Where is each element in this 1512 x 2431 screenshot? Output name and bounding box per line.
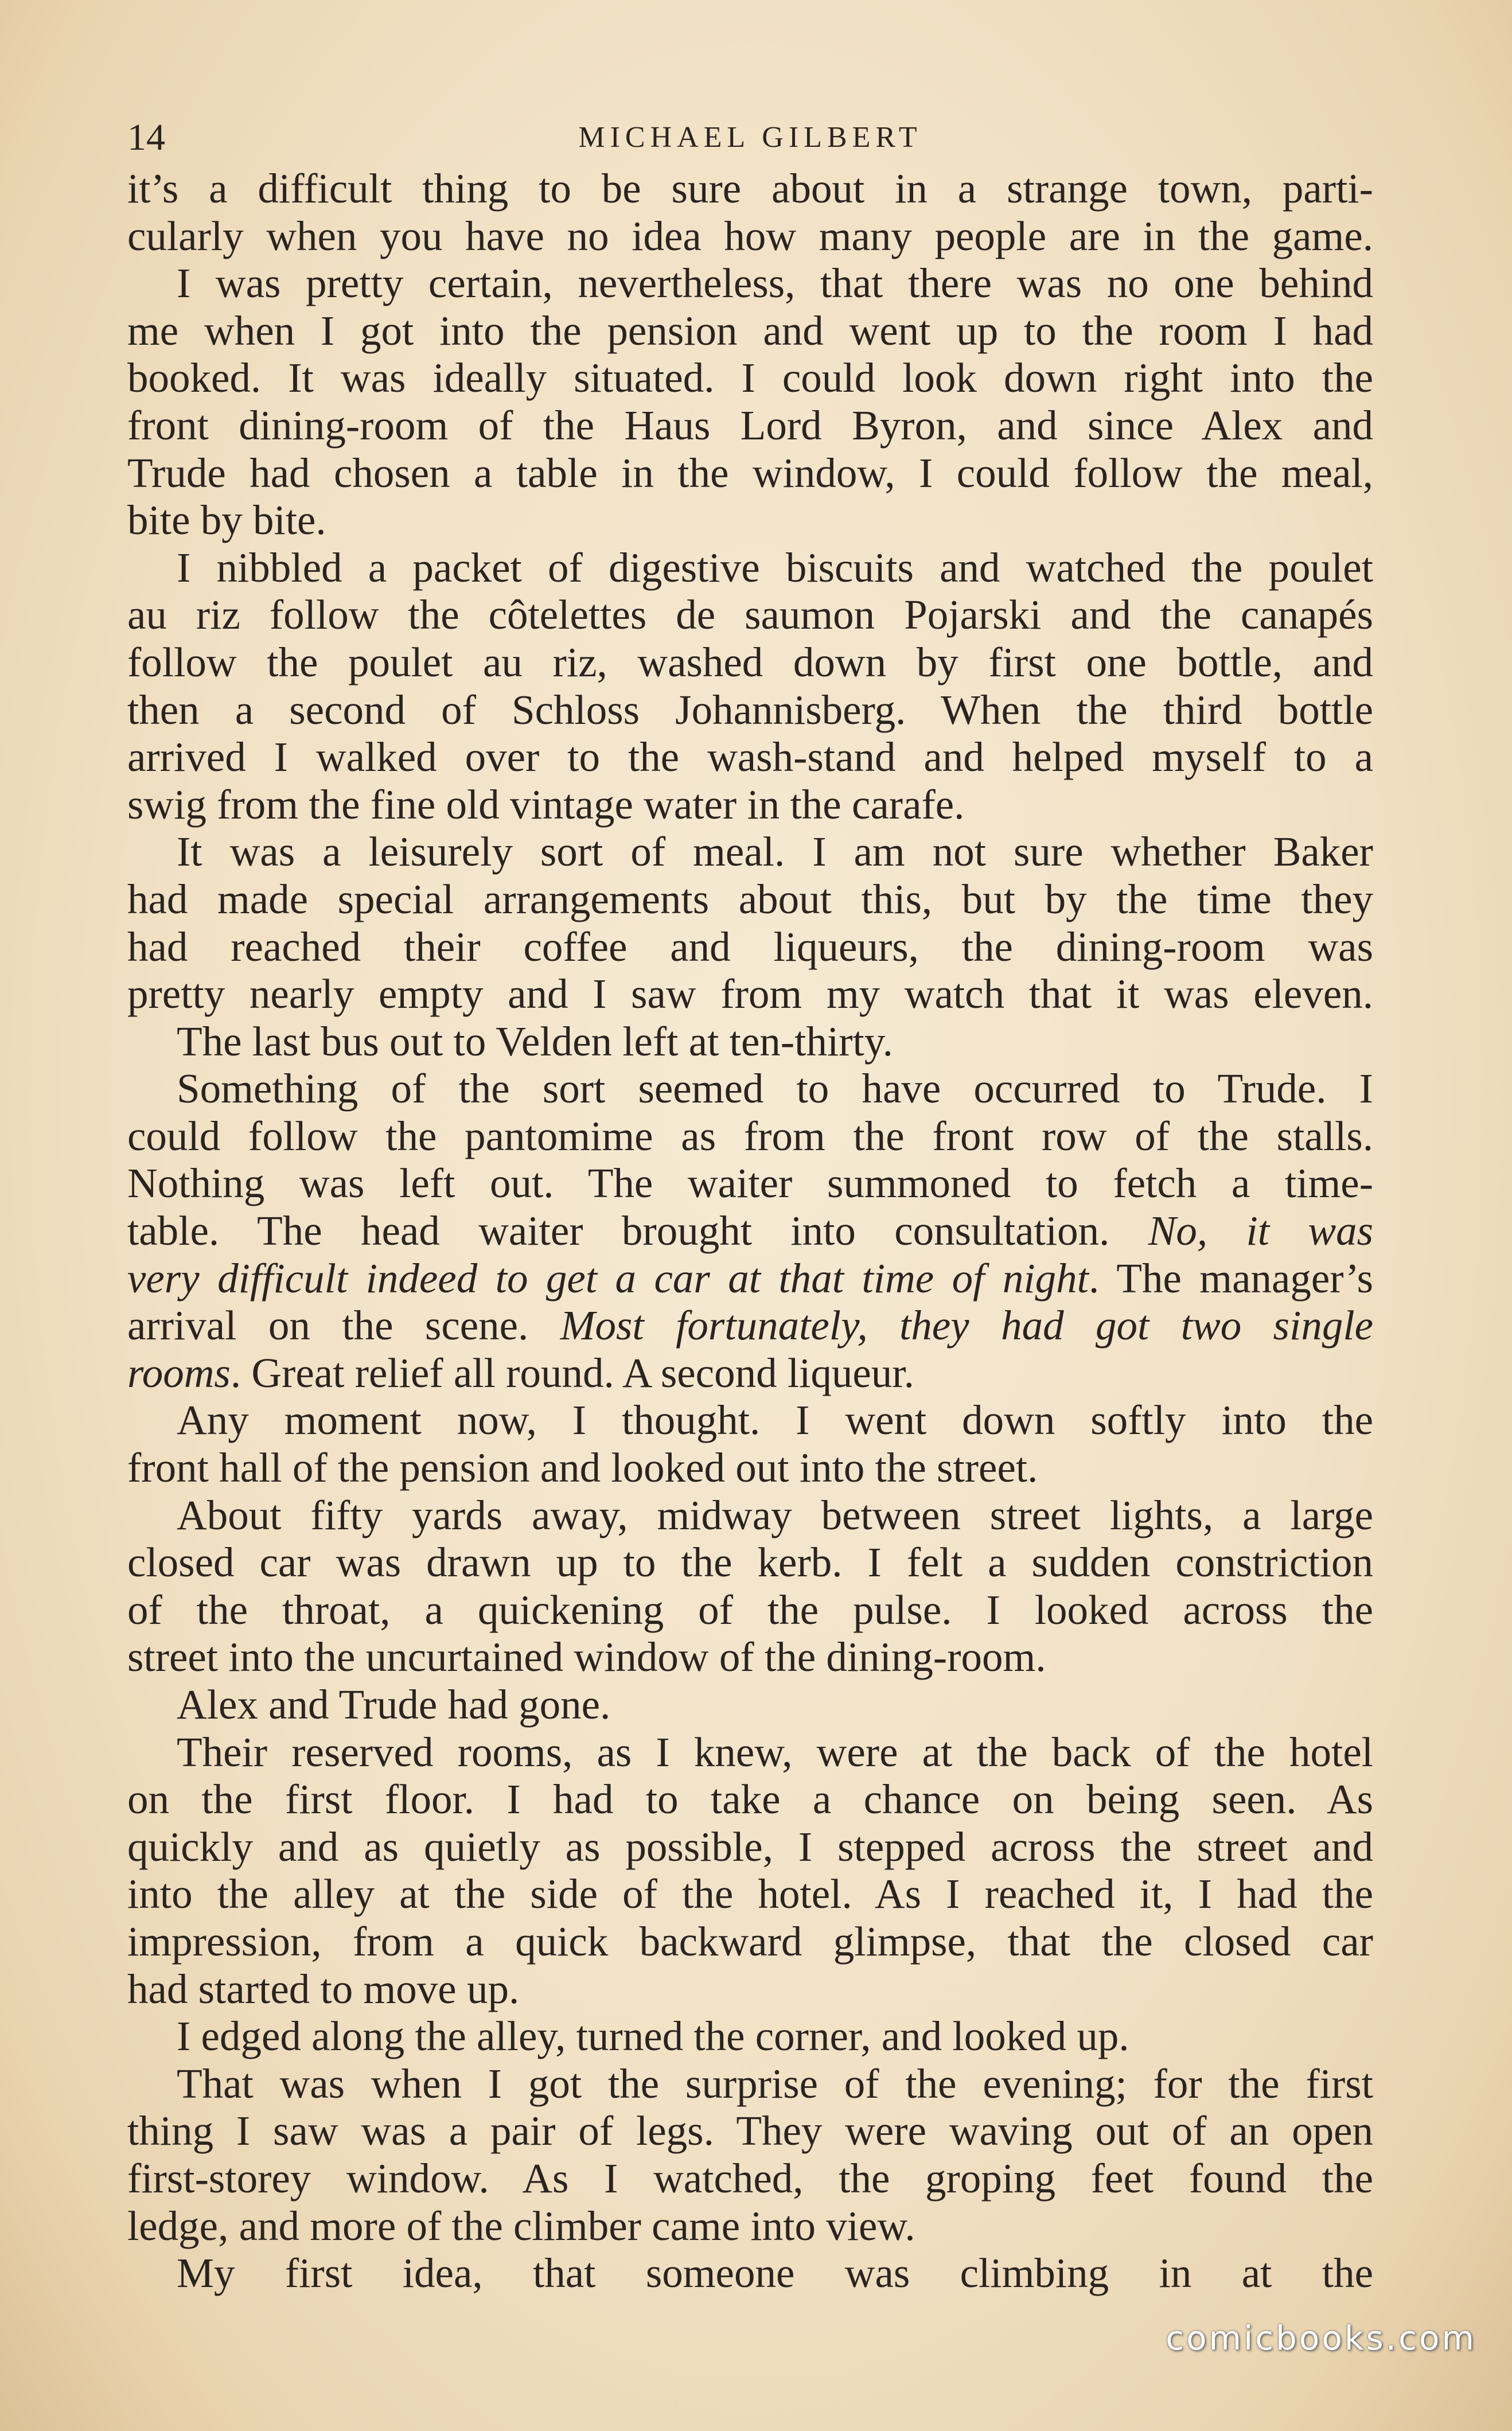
text-line: first-storey window. As I watched, the groping feet found the [127, 2155, 1373, 2202]
italic-segment: Most fortunately, they had got two single [560, 1302, 1374, 1349]
text-line: thing I saw was a pair of legs. They were waving out of an open [127, 2107, 1373, 2155]
text-line: Alex and Trude had gone. [177, 1681, 611, 1728]
text-line: front dining-room of the Haus Lord Byron, and since Alex and [127, 402, 1373, 449]
text-line: Nothing was left out. The waiter summoned to fetch a time- [127, 1160, 1373, 1207]
text-line: then a second of Schloss Johannisberg. When the third bottle [127, 686, 1373, 733]
text-line [127, 1255, 1373, 1303]
text-line: I nibbled a packet of digestive biscuits and watched the poulet [177, 544, 1373, 591]
text-line: pretty nearly empty and I saw from my watch that it was eleven. [127, 971, 1373, 1018]
text-segment: . The manager’s [1088, 1255, 1373, 1302]
text-line: It was a leisurely sort of meal. I am not sure whether Baker [177, 828, 1373, 875]
text-line: follow the poulet au riz, washed down by first one bottle, and [127, 638, 1373, 685]
italic-segment: rooms [127, 1349, 231, 1396]
text-line: booked. It was ideally situated. I could look down right into the [127, 354, 1373, 402]
text-line: I edged along the alley, turned the corner, and looked up. [177, 2013, 1129, 2060]
text-line [127, 1350, 1373, 1397]
text-line: of the throat, a quickening of the pulse. I looked across the [127, 1586, 1373, 1633]
text-line: cularly when you have no idea how many people are in the game. [127, 212, 1373, 259]
text-segment: table. The head waiter brought into consultation. [127, 1207, 1148, 1255]
text-line [127, 1207, 1373, 1255]
text-line: That was when I got the surprise of the evening; for the first [177, 2060, 1373, 2107]
author-header: MICHAEL GILBERT [578, 121, 922, 154]
text-line: quickly and as quietly as possible, I stepped across the street and [127, 1823, 1373, 1870]
text-line: My first idea, that someone was climbing in at the [177, 2250, 1373, 2297]
text-line: closed car was drawn up to the kerb. I felt a sudden constriction [127, 1539, 1373, 1586]
italic-segment: very difficult indeed to get a car at that time of night [127, 1255, 1089, 1302]
text-line: into the alley at the side of the hotel. As I reached it, I had the [127, 1871, 1373, 1918]
text-line: About fifty yards away, midway between street lights, a large [177, 1491, 1373, 1538]
text-segment: arrival on the scene. [127, 1302, 560, 1349]
text-line: street into the uncurtained window of the dining-room. [127, 1634, 1046, 1681]
text-line: The last bus out to Velden left at ten-thirty. [177, 1018, 893, 1065]
text-line: Any moment now, I thought. I went down softly into the [177, 1397, 1373, 1444]
text-line: swig from the fine old vintage water in the carafe. [127, 781, 965, 828]
text-line: Something of the sort seemed to have occurred to Trude. I [177, 1065, 1373, 1112]
text-line: I was pretty certain, nevertheless, that there was no one behind [177, 260, 1373, 307]
text-line: front hall of the pension and looked out into the street. [127, 1444, 1038, 1491]
text-line: Trude had chosen a table in the window, I could follow the meal, [127, 449, 1373, 496]
text-line: on the first floor. I had to take a chance on being seen. As [127, 1776, 1373, 1823]
italic-segment: No, it was [1148, 1207, 1373, 1255]
text-line: au riz follow the côtelettes de saumon Pojarski and the canapés [127, 591, 1373, 638]
page-number: 14 [127, 116, 165, 158]
text-line: ledge, and more of the climber came into view. [127, 2202, 915, 2249]
text-segment: . Great relief all round. A second liqueur. [230, 1349, 914, 1396]
body-text [127, 165, 1373, 2297]
running-head [127, 115, 1373, 161]
text-line: me when I got into the pension and went up to the room I had [127, 307, 1373, 354]
text-line: had reached their coffee and liqueurs, the dining-room was [127, 923, 1373, 970]
text-line: had made special arrangements about this, but by the time they [127, 875, 1373, 922]
text-line [127, 1302, 1373, 1350]
site-watermark: comicbooks.com [1166, 2319, 1476, 2358]
text-line: Their reserved rooms, as I knew, were at the back of the hotel [177, 1728, 1373, 1775]
text-line: bite by bite. [127, 497, 326, 544]
text-line: had started to move up. [127, 1965, 520, 2012]
text-line: impression, from a quick backward glimpse, that the closed car [127, 1918, 1373, 1965]
text-line: could follow the pantomime as from the front row of the stalls. [127, 1112, 1373, 1159]
text-line: arrived I walked over to the wash-stand and helped myself to a [127, 734, 1373, 781]
text-line: it’s a difficult thing to be sure about in a strange town, parti- [127, 165, 1373, 212]
